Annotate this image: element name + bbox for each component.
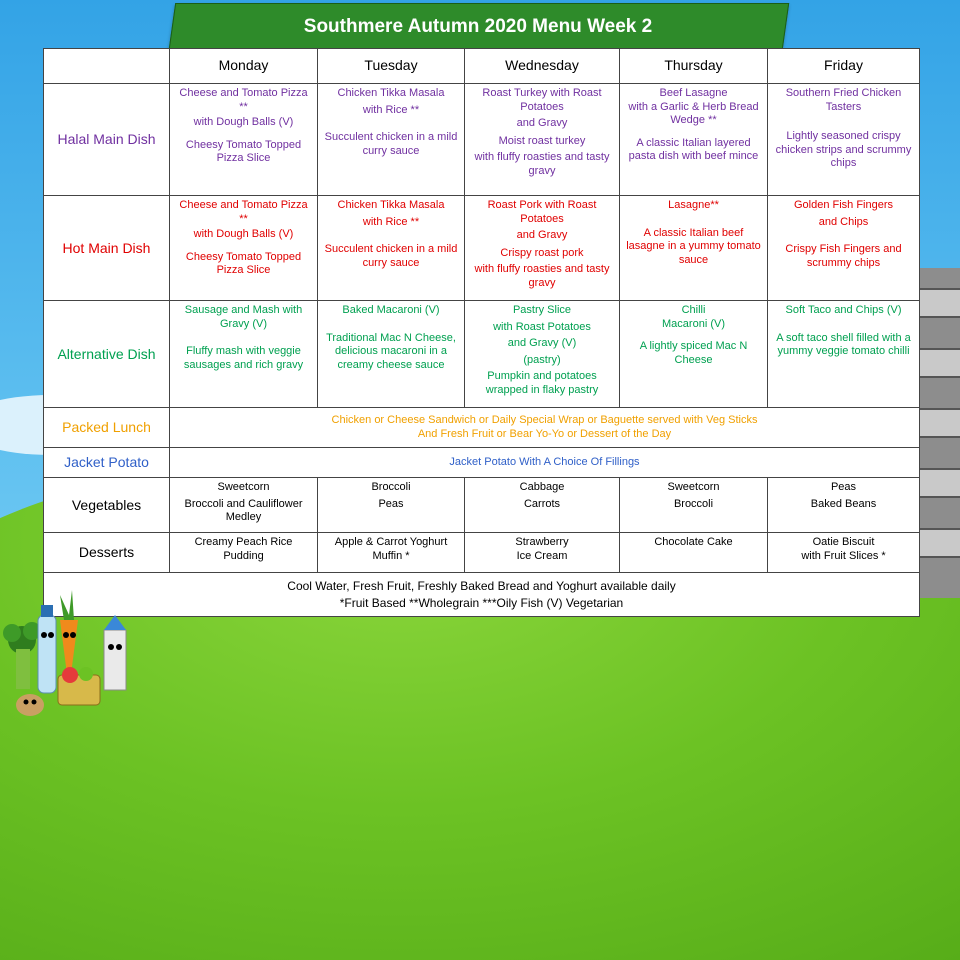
- halal-monday: Cheese and Tomato Pizza ** with Dough Balls (V) Cheesy Tomato Topped Pizza Slice: [170, 84, 318, 196]
- alternative-thursday: Chilli Macaroni (V) A lightly spiced Mac N Cheese: [620, 301, 768, 408]
- desserts-tuesday: Apple & Carrot Yoghurt Muffin *: [318, 533, 465, 573]
- vegetables-wednesday: Cabbage Carrots: [465, 478, 620, 533]
- row-footer: [44, 573, 920, 617]
- header-row: [44, 49, 920, 84]
- desserts-thursday: Chocolate Cake: [620, 533, 768, 573]
- label-vegetables: Vegetables: [44, 478, 170, 533]
- day-monday: Monday: [170, 49, 318, 84]
- row-vegetables: [44, 478, 920, 533]
- corner-cell: [44, 49, 170, 84]
- carton-character: [104, 615, 126, 690]
- hot-monday: Cheese and Tomato Pizza ** with Dough Balls (V) Cheesy Tomato Topped Pizza Slice: [170, 196, 318, 301]
- packed-lunch-details: Chicken or Cheese Sandwich or Daily Special Wrap or Baguette served with Veg Sticks And Fresh Fruit or Bear Yo-Yo or Dessert of the Day: [170, 408, 920, 448]
- hot-thursday: Lasagne** A classic Italian beef lasagne in a yummy tomato sauce: [620, 196, 768, 301]
- alternative-monday: Sausage and Mash with Gravy (V) Fluffy mash with veggie sausages and rich gravy: [170, 301, 318, 408]
- halal-friday: Southern Fried Chicken Tasters Lightly seasoned crispy chicken strips and scrummy chips: [768, 84, 920, 196]
- menu-table: [43, 48, 920, 617]
- vegetables-tuesday: Broccoli Peas: [318, 478, 465, 533]
- bottle-character: [38, 605, 56, 693]
- vegetables-friday: Peas Baked Beans: [768, 478, 920, 533]
- row-halal: [44, 84, 920, 196]
- jacket-potato-details: Jacket Potato With A Choice Of Fillings: [170, 448, 920, 478]
- vegetables-monday: Sweetcorn Broccoli and Cauliflower Medley: [170, 478, 318, 533]
- row-jacket-potato: [44, 448, 920, 478]
- desserts-wednesday: Strawberry Ice Cream: [465, 533, 620, 573]
- desserts-monday: Creamy Peach Rice Pudding: [170, 533, 318, 573]
- hot-friday: Golden Fish Fingers and Chips Crispy Fish Fingers and scrummy chips: [768, 196, 920, 301]
- label-jacket-potato: Jacket Potato: [44, 448, 170, 478]
- day-friday: Friday: [768, 49, 920, 84]
- hot-wednesday: Roast Pork with Roast Potatoes and Gravy Crispy roast pork with fluffy roasties and tasty gravy: [465, 196, 620, 301]
- label-alternative: Alternative Dish: [44, 301, 170, 408]
- vegetable-characters-illustration: [0, 575, 140, 720]
- halal-tuesday: Chicken Tikka Masala with Rice ** Succulent chicken in a mild curry sauce: [318, 84, 465, 196]
- label-hot: Hot Main Dish: [44, 196, 170, 301]
- row-alternative: [44, 301, 920, 408]
- row-hot: [44, 196, 920, 301]
- footer-note: Cool Water, Fresh Fruit, Freshly Baked Bread and Yoghurt available daily *Fruit Based **Wholegrain ***Oily Fish (V) Vegetarian: [44, 573, 920, 617]
- potato-character: [16, 694, 44, 716]
- desserts-friday: Oatie Biscuit with Fruit Slices *: [768, 533, 920, 573]
- broccoli-character: [3, 622, 41, 689]
- row-desserts: [44, 533, 920, 573]
- halal-thursday: Beef Lasagne with a Garlic & Herb Bread Wedge ** A classic Italian layered pasta dish with beef mince: [620, 84, 768, 196]
- alternative-friday: Soft Taco and Chips (V) A soft taco shell filled with a yummy veggie tomato chilli: [768, 301, 920, 408]
- hot-tuesday: Chicken Tikka Masala with Rice ** Succulent chicken in a mild curry sauce: [318, 196, 465, 301]
- halal-wednesday: Roast Turkey with Roast Potatoes and Gravy Moist roast turkey with fluffy roasties and tasty gravy: [465, 84, 620, 196]
- alternative-wednesday: Pastry Slice with Roast Potatoes and Gravy (V) (pastry) Pumpkin and potatoes wrapped in flaky pastry: [465, 301, 620, 408]
- day-tuesday: Tuesday: [318, 49, 465, 84]
- label-halal: Halal Main Dish: [44, 84, 170, 196]
- label-packed-lunch: Packed Lunch: [44, 408, 170, 448]
- row-packed-lunch: [44, 408, 920, 448]
- label-desserts: Desserts: [44, 533, 170, 573]
- alternative-tuesday: Baked Macaroni (V) Traditional Mac N Cheese, delicious macaroni in a creamy cheese sauce: [318, 301, 465, 408]
- basket-character: [58, 667, 100, 705]
- day-thursday: Thursday: [620, 49, 768, 84]
- page-title: Southmere Autumn 2020 Menu Week 2: [303, 16, 653, 37]
- day-wednesday: Wednesday: [465, 49, 620, 84]
- vegetables-thursday: Sweetcorn Broccoli: [620, 478, 768, 533]
